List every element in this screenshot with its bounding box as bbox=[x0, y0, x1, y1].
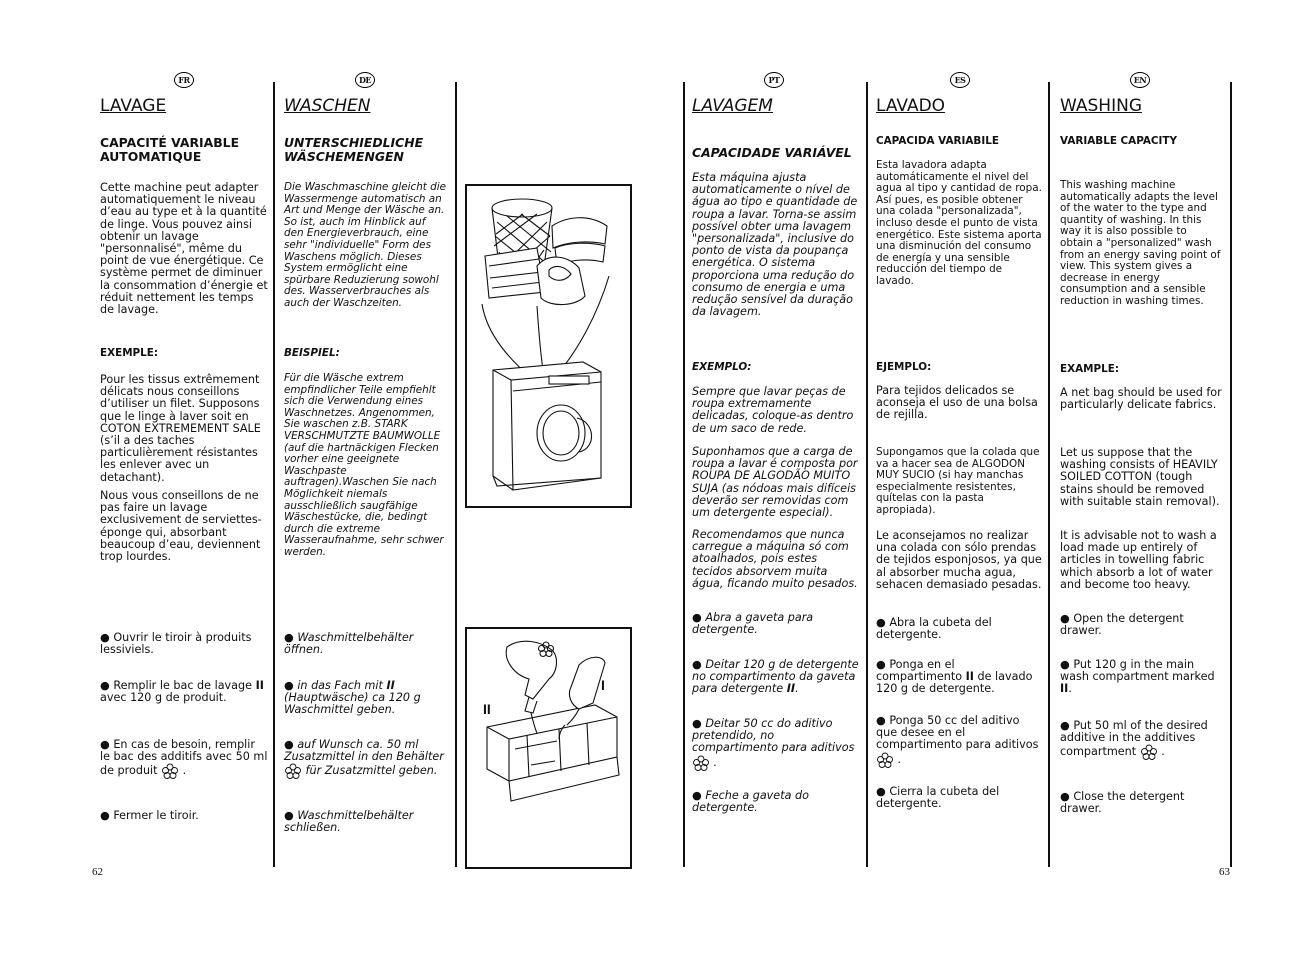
divider-line bbox=[1230, 82, 1232, 867]
intro-paragraph: Cette machine peut adapter automatiquement le niveau d’eau au type et à la quantité de linge. Vous pouvez ainsi obtenir un lavage "personnalisé", même du point de vue énergétique. Ce système permet de diminuer la consommation d’énergie et réduit nettement les temps de lavage. bbox=[100, 181, 268, 317]
column-pt bbox=[692, 96, 860, 856]
section-heading: CAPACIDADE VARIÁVEL bbox=[692, 145, 852, 160]
language-badge-en: EN bbox=[1130, 72, 1150, 88]
step-close-drawer: ● Cierra la cubeta del detergente. bbox=[876, 785, 1000, 811]
section-title: WASCHEN bbox=[284, 96, 371, 116]
example-paragraph: Sempre que lavar peças de roupa extremamente delicadas, coloque-as dentro de um saco de rede. bbox=[692, 385, 854, 435]
intro-paragraph: Esta máquina ajusta automaticamente o nível de água ao tipo e quantidade de roupa a lavar. Torna-se assim possível obter uma lavagem "personalizada", inclusive do ponto de vista da poupança energética. O sistema proporciona uma redução do consumo de energia e uma redução sensível da duração da lavagem. bbox=[692, 171, 858, 319]
step-fill-additive: ● auf Wunsch ca. 50 ml Zusatzmittel in den Behälter für Zusatzmittel geben. bbox=[284, 738, 444, 778]
load-paragraph: Suponhamos que a carga de roupa a lavar é composta por ROUPA DE ALGODÃO MUITO SUJA (as nódoas mais difíceis deverão ser removidas com um detergente especial). bbox=[692, 445, 858, 520]
main-wash-label: II bbox=[483, 701, 491, 717]
divider-line bbox=[683, 82, 685, 867]
example-label: EXEMPLO: bbox=[692, 361, 752, 373]
example-paragraph: A net bag should be used for particularly delicate fabrics. bbox=[1060, 386, 1222, 412]
step-open-drawer: ● Waschmittelbehälter öffnen. bbox=[284, 631, 414, 657]
step-close-drawer: ● Feche a gaveta do detergente. bbox=[692, 789, 809, 815]
step-fill-additive: ● Ponga 50 cc del aditivo que desee en el compartimento para aditivos . bbox=[876, 714, 1039, 766]
language-badge-es: ES bbox=[950, 72, 970, 88]
section-heading: CAPACIDA VARIABILE bbox=[876, 135, 999, 147]
advice-paragraph: Le aconsejamos no realizar una colada con sólo prendas de tejidos esponjosos, ya que al absorber mucha agua, sehacen demasiado pesadas. bbox=[876, 529, 1042, 591]
flower-icon bbox=[692, 755, 710, 771]
flower-icon bbox=[161, 763, 179, 779]
example-label: EJEMPLO: bbox=[876, 361, 932, 373]
laundry-basket-icon bbox=[467, 186, 630, 506]
section-heading: UNTERSCHIEDLICHE WÄSCHEMENGEN bbox=[284, 135, 424, 164]
intro-paragraph: Die Waschmaschine gleicht die Wassermenge automatisch an Art und Menge der Wäsche an. So ist, auch im Hinblick auf den Energieverbrauch, eine sehr "individuelle" Form des Waschens möglich. Dieses System ermöglicht eine spürbare Reduzierung sowohl des. Wasserverbrauches als auch der Waschzeiten. bbox=[284, 181, 447, 309]
divider-line bbox=[455, 82, 457, 867]
step-fill-main: ● Deitar 120 g de detergente no compartimento da gaveta para detergente II. bbox=[692, 658, 859, 696]
laundry-machine-illustration bbox=[465, 184, 632, 508]
language-badge-de: DE bbox=[355, 72, 375, 88]
column-es bbox=[876, 96, 1042, 856]
step-open-drawer: ● Abra a gaveta para detergente. bbox=[692, 611, 814, 637]
step-open-drawer: ● Abra la cubeta del detergente. bbox=[876, 616, 992, 642]
load-paragraph: Supongamos que la colada que va a hacer sea de ALGODON MUY SUCIO (si hay manchas especialmente resistentes, quítelas con la pasta apropiada). bbox=[876, 446, 1040, 516]
step-close-drawer: ● Waschmittelbehälter schließen. bbox=[284, 809, 414, 835]
step-fill-main: ● in das Fach mit II (Hauptwäsche) ca 120 g Waschmittel geben. bbox=[284, 679, 421, 717]
divider-line bbox=[1048, 82, 1050, 867]
intro-paragraph: Esta lavadora adapta automáticamente el nivel del agua al tipo y cantidad de ropa. Así pues, es posible obtener una colada "personalizada", incluso desde el punto de vista energético. Este sistema aporta una disminución del consumo de energía y una sensible reducción del tiempo de lavado. bbox=[876, 159, 1042, 287]
language-badge-pt: PT bbox=[764, 72, 784, 88]
advice-paragraph: Nous vous conseillons de ne pas faire un lavage exclusivement de serviettes-éponge qui, absorbant beaucoup d’eau, deviennent trop lourdes. bbox=[100, 489, 262, 564]
step-fill-additive: ● En cas de besoin, remplir le bac des additifs avec 50 ml de produit . bbox=[100, 738, 268, 778]
step-fill-main: ● Put 120 g in the main wash compartment marked II. bbox=[1060, 658, 1215, 696]
intro-paragraph: This washing machine automatically adapts the level of the water to the type and quantity of washing. In this way it is also possible to obtain a "personalized" wash from an energy saving point of view. This system gives a decrease in energy consumption and a sensible reduction in washing times. bbox=[1060, 179, 1221, 307]
example-label: BEISPIEL: bbox=[284, 347, 340, 359]
flower-icon bbox=[284, 763, 302, 779]
drawer-icon bbox=[467, 629, 630, 867]
column-en bbox=[1060, 96, 1222, 856]
example-paragraph: Für die Wäsche extrem empfindlicher Teile empfiehlt sich die Verwendung eines Waschnetzes. Angenommen, Sie waschen z.B. STARK VERSCHMUTZTE BAUMWOLLE (auf die hartnäckigen Flecken vorher eine geeignete Waschpaste auftragen).Waschen Sie nach Möglichkeit niemals ausschließlich saugfähige Wäschestücke, die, bedingt durch die extreme Wasseraufnahme, sehr schwer werden. bbox=[284, 372, 444, 558]
section-title: WASHING bbox=[1060, 96, 1142, 116]
section-title: LAVAGEM bbox=[692, 96, 773, 116]
example-label: EXEMPLE: bbox=[100, 347, 159, 359]
column-fr bbox=[100, 96, 268, 856]
column-de bbox=[284, 96, 448, 856]
step-close-drawer: ● Close the detergent drawer. bbox=[1060, 790, 1185, 816]
example-label: EXAMPLE: bbox=[1060, 363, 1119, 375]
language-badge-fr: FR bbox=[174, 72, 194, 88]
step-close-drawer: ● Fermer le tiroir. bbox=[100, 809, 199, 822]
divider-line bbox=[866, 82, 868, 867]
example-paragraph: Para tejidos delicados se aconseja el uso de una bolsa de rejilla. bbox=[876, 384, 1038, 422]
divider-line bbox=[273, 82, 275, 867]
flower-icon bbox=[1140, 744, 1158, 760]
prewash-label: I bbox=[601, 677, 605, 693]
advice-paragraph: Recomendamos que nunca carregue a máquina só com atoalhados, pois estes tecidos absorvem muita água, ficando muito pesados. bbox=[692, 528, 858, 590]
step-fill-main: ● Ponga en el compartimento II de lavado 120 g de detergente. bbox=[876, 658, 1033, 696]
example-paragraph: Pour les tissus extrêmement délicats nous conseillons d’utiliser un filet. Supposons que le linge à laver soit en COTON EXTREMEMENT SALE (s’il a des taches particulièrement résistantes les enlever avec un detachant). bbox=[100, 373, 261, 484]
step-fill-main: ● Remplir le bac de lavage II avec 120 g de produit. bbox=[100, 679, 264, 705]
section-heading: CAPACITÉ VARIABLE AUTOMATIQUE bbox=[100, 135, 240, 164]
section-title: LAVAGE bbox=[100, 96, 167, 116]
step-open-drawer: ● Ouvrir le tiroir à produits lessiviels. bbox=[100, 631, 252, 657]
page-number-left: 62 bbox=[92, 866, 103, 878]
section-heading: VARIABLE CAPACITY bbox=[1060, 135, 1178, 147]
step-fill-additive: ● Deitar 50 cc do aditivo pretendido, no compartimento para aditivos . bbox=[692, 717, 855, 769]
step-open-drawer: ● Open the detergent drawer. bbox=[1060, 612, 1184, 638]
page-number-right: 63 bbox=[1219, 866, 1230, 878]
flower-icon bbox=[876, 752, 894, 768]
step-fill-additive: ● Put 50 ml of the desired additive in the additives compartment . bbox=[1060, 719, 1208, 759]
load-paragraph: Let us suppose that the washing consists of HEAVILY SOILED COTTON (tough stains should be removed with suitable stain removal). bbox=[1060, 446, 1220, 508]
detergent-drawer-illustration bbox=[465, 627, 632, 869]
section-title: LAVADO bbox=[876, 96, 946, 116]
advice-paragraph: It is advisable not to wash a load made up entirely of articles in towelling fabric which absorb a lot of water and become too heavy. bbox=[1060, 529, 1217, 591]
